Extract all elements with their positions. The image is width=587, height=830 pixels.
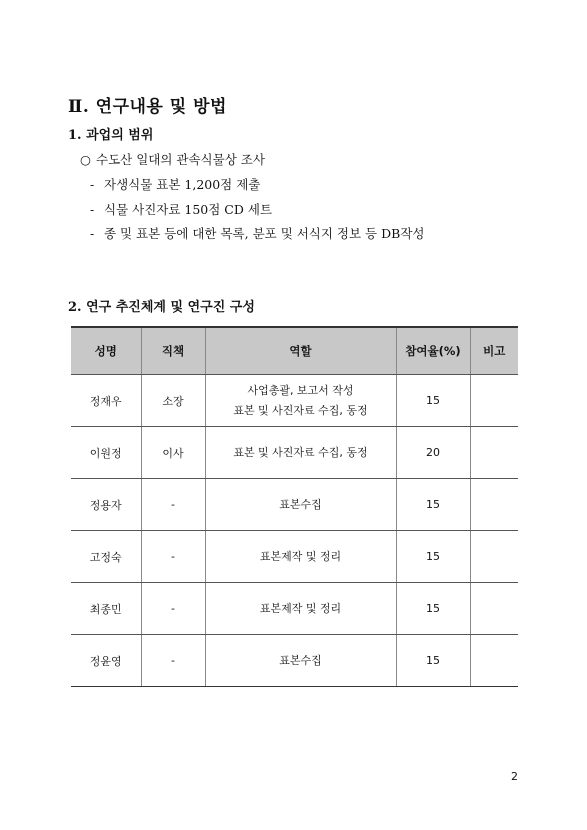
role-line: 사업총괄, 보고서 작성 (247, 383, 354, 397)
member-role (205, 479, 396, 531)
member-note (470, 375, 518, 427)
role-line: 표본제작 및 정리 (259, 549, 342, 563)
column-header-role: 역할 (205, 327, 396, 375)
role-line: 표본제작 및 정리 (259, 601, 342, 615)
member-note (470, 583, 518, 635)
member-rate: 15 (396, 635, 470, 687)
scope-item-text: 자생식물 표본 1,200점 제출 (104, 177, 261, 192)
member-rate: 15 (396, 531, 470, 583)
scope-bullet-text: 수도산 일대의 관속식물상 조사 (96, 152, 265, 167)
column-header-rate: 참여율(%) (396, 327, 470, 375)
team-heading: 2. 연구 추진체계 및 연구진 구성 (68, 300, 255, 315)
member-position: - (141, 635, 205, 687)
dash-mark: - (90, 226, 95, 241)
column-header-name: 성명 (71, 327, 141, 375)
member-name: 이원정 (71, 427, 141, 479)
dash-mark: - (90, 202, 95, 217)
role-line: 표본수집 (279, 653, 322, 667)
role-line: 표본수집 (279, 497, 322, 511)
member-role (205, 635, 396, 687)
team-table (71, 326, 518, 687)
table-row (71, 531, 518, 583)
member-name: 정윤영 (71, 635, 141, 687)
member-position: - (141, 479, 205, 531)
scope-item-text: 식물 사진자료 150점 CD 세트 (104, 202, 273, 217)
member-role (205, 531, 396, 583)
member-position: - (141, 531, 205, 583)
member-name: 정재우 (71, 375, 141, 427)
table-row (71, 583, 518, 635)
member-name: 고정숙 (71, 531, 141, 583)
member-role (205, 375, 396, 427)
member-role (205, 583, 396, 635)
page-number: 2 (511, 770, 518, 783)
page-title: Ⅱ. 연구내용 및 방법 (68, 97, 227, 117)
table-row (71, 479, 518, 531)
role-line: 표본 및 사진자료 수집, 동정 (233, 445, 368, 459)
scope-item-text: 종 및 표본 등에 대한 목록, 분포 및 서식지 정보 등 DB작성 (104, 226, 425, 241)
member-name: 정용자 (71, 479, 141, 531)
member-name: 최종민 (71, 583, 141, 635)
column-header-position: 직책 (141, 327, 205, 375)
member-position: - (141, 583, 205, 635)
member-note (470, 479, 518, 531)
table-row (71, 375, 518, 427)
member-rate: 15 (396, 583, 470, 635)
table-header-row (71, 327, 518, 375)
scope-item (90, 175, 260, 193)
member-rate: 20 (396, 427, 470, 479)
scope-heading: 1. 과업의 범위 (68, 128, 154, 143)
scope-item (90, 200, 272, 218)
scope-bullet (80, 150, 265, 168)
dash-mark: - (90, 177, 95, 192)
member-note (470, 427, 518, 479)
member-note (470, 531, 518, 583)
table-row (71, 427, 518, 479)
member-position: 소장 (141, 375, 205, 427)
member-rate: 15 (396, 479, 470, 531)
member-rate: 15 (396, 375, 470, 427)
bullet-mark: ○ (80, 152, 91, 167)
scope-item (90, 224, 424, 242)
column-header-note: 비고 (470, 327, 518, 375)
role-line: 표본 및 사진자료 수집, 동정 (233, 403, 368, 417)
member-role (205, 427, 396, 479)
table-row (71, 635, 518, 687)
member-note (470, 635, 518, 687)
member-position: 이사 (141, 427, 205, 479)
